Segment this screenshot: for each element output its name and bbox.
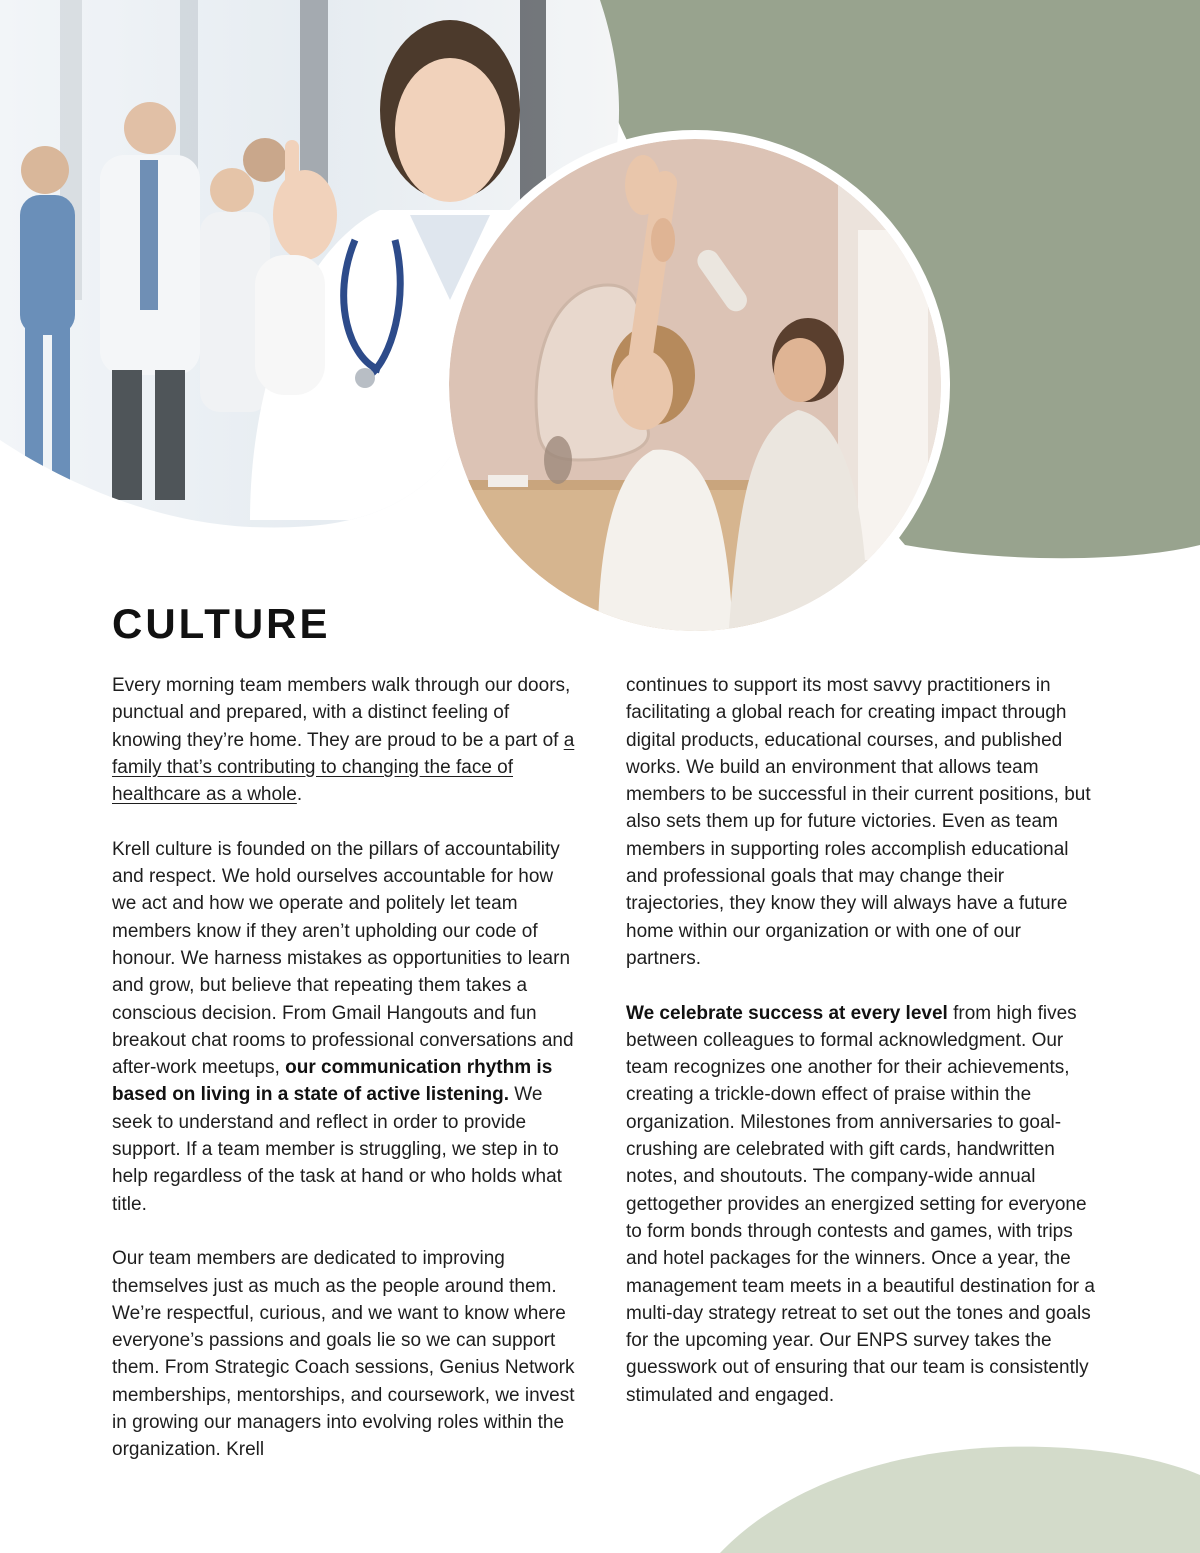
- page-title: CULTURE: [112, 600, 331, 647]
- intro-paragraph: Every morning team members walk through our doors, punctual and prepared, with a distinct feeling of knowing they’re home. They are proud to be a part of a family that’s contributing to changing the face of healthcare as a whole.: [112, 675, 575, 806]
- communication-rhythm-emphasis: our communication rhythm is based on living in a state of active listening.: [112, 1057, 553, 1106]
- celebration-paragraph: We celebrate success at every level from high fives between colleagues to formal acknowledgment. Our team recognizes one another for their achievements, creating a trickle-down effect of praise within the organization. Milestones from anniversaries to goal-crushing are celebrated with gift cards, handwritten notes, and shoutouts. The company-wide annual gettogether provides an energized setting for everyone to form bonds through contests and games, with trips and hotel packages for the winners. Once a year, the management team meets in a beautiful destination for a multi-day strategy retreat to set out the tones and goals for the upcoming year. Our ENPS survey takes the guesswork out of ensuring that our team is consistently stimulated and engaged.: [626, 1002, 1095, 1406]
- support-paragraph: continues to support its most savvy practitioners in facilitating a global reach for creating impact through digital products, educational courses, and published works. We build an environment that allows team members to be successful in their current positions, but also sets them up for future victories. Even as team members in supporting roles accomplish educational and professional goals that may change their trajectories, they know they will always have a future home within our organization or with one of our partners.: [626, 675, 1091, 969]
- sage-blob-bottom-right: [720, 1447, 1200, 1553]
- left-text-column: [112, 672, 582, 1491]
- celebrate-success-emphasis: We celebrate success at every level: [626, 1002, 948, 1024]
- physiotherapy-session-photo: [438, 130, 952, 640]
- growth-paragraph: Our team members are dedicated to improving themselves just as much as the people around them. We’re respectful, curious, and we want to know where everyone’s passions and goals lie so we can support them. From Strategic Coach sessions, Genius Network memberships, mentorships, and coursework, we invest in growing our managers into evolving roles within the organization. Krell: [112, 1248, 575, 1461]
- right-text-column: [626, 672, 1098, 1436]
- culture-pillars-paragraph: Krell culture is founded on the pillars of accountability and respect. We hold ourselves accountable for how we act and how we operate and politely let team members know if they aren’t upholding our code of honour. We harness mistakes as opportunities to learn and grow, but believe that repeating them takes a conscious decision. From Gmail Hangouts and fun breakout chat rooms to professional conversations and after-work meetups, our communication rhythm is based on living in a state of active listening. We seek to understand and reflect in order to provide support. If a team member is struggling, we step in to help regardless of the task at hand or who holds what title.: [112, 838, 574, 1215]
- healthcare-family-link[interactable]: a family that’s contributing to changing the face of healthcare as a whole: [112, 729, 575, 806]
